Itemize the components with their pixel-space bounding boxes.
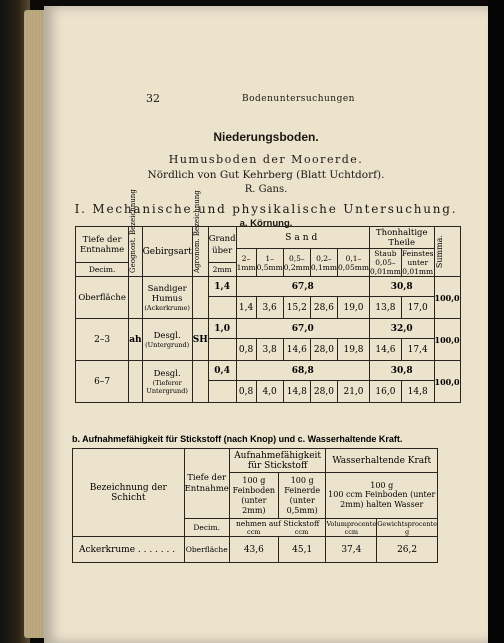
header-bezeichnung: Bezeichnung der Schicht (73, 449, 185, 537)
header-sand: Sand (236, 227, 369, 249)
row3-staub: 16,0 (369, 381, 401, 403)
row2-staub: 14,6 (369, 339, 401, 361)
row1-sand-3: 15,2 (283, 297, 310, 319)
tiefe-unit: Decim. (76, 263, 129, 277)
sand-col-5: 0,1–0,05mm (338, 249, 370, 277)
header-tiefe2: Tiefe der Entnahme (184, 449, 229, 519)
row1-agronom (192, 277, 208, 319)
header-volum: Volumprocente ccm (326, 519, 377, 536)
section2-title: b. Aufnahmefähigkeit für Stickstoff (nach Knop) und c. Wasserhaltende Kraft. (72, 434, 403, 444)
sand-col-4: 0,2–0,1mm (310, 249, 337, 277)
row-tiefe2: Oberfläche (184, 537, 229, 563)
row3-tiefe: 6–7 (76, 361, 129, 403)
row2-sand-total: 67,0 (236, 319, 369, 339)
sand-col-2: 1–0,5mm (256, 249, 283, 277)
row1-sand-1: 1,4 (236, 297, 256, 319)
row2-sand-4: 28,0 (310, 339, 337, 361)
row3-geogn (129, 361, 142, 403)
row1-feinstes: 17,0 (401, 297, 434, 319)
header-agronom: Agronom. Bezeichnung (192, 227, 208, 277)
row1-geogn (129, 277, 142, 319)
header-grand: Grand über (208, 227, 236, 263)
header-gebirgsart: Gebirgsart (142, 227, 192, 277)
header-wasser-sub: 100 g 100 ccm Feinboden (unter 2mm) halten Wasser (326, 473, 438, 519)
row3-agronom (192, 361, 208, 403)
row2-gebirgsart: Desgl. (Untergrund) (142, 319, 192, 361)
row1-grand: 1,4 (208, 277, 236, 297)
row3-feinstes: 14,8 (401, 381, 434, 403)
row-gewichts: 26,2 (377, 537, 438, 563)
header-wasser: Wasserhaltende Kraft (326, 449, 438, 473)
header-wasser-g: 100 g (370, 481, 394, 490)
header-thonhaltige: Thonhaltige Theile (369, 227, 434, 249)
row3-summa: 100,0 (434, 361, 460, 403)
row1-staub: 13,8 (369, 297, 401, 319)
row-volum: 37,4 (326, 537, 377, 563)
section1-title: I. Mechanische und physikalische Untersuchung. (74, 202, 458, 216)
row2-agronom: SH (192, 319, 208, 361)
row3-sand-3: 14,8 (283, 381, 310, 403)
stickstoff-wasser-table (72, 448, 438, 563)
header-gewichts: Gewichtsprocente g (377, 519, 437, 536)
background-right (488, 0, 504, 643)
row3-grand: 0,4 (208, 361, 236, 381)
row2-sand-1: 0,8 (236, 339, 256, 361)
row1-sand-5: 19,0 (338, 297, 370, 319)
row3-sand-1: 0,8 (236, 381, 256, 403)
header-staub: Staub 0,05–0,01mm (369, 249, 401, 276)
page-number: 32 (146, 92, 160, 105)
header-feinstes: Feinstes unter 0,01mm (401, 249, 434, 276)
row1-summa: 100,0 (434, 277, 460, 319)
page-title: Niederungsboden. (213, 130, 319, 144)
ccm-unit-1: ccm (246, 528, 261, 536)
row2-grand: 1,0 (208, 319, 236, 339)
row-feinboden: 43,6 (229, 537, 278, 563)
author: R. Gans. (244, 184, 288, 195)
header-nehmen: nehmen auf Stickstoff ccm ccm (229, 519, 326, 537)
row2-sand-2: 3,8 (256, 339, 283, 361)
row1-sand-2: 3,6 (256, 297, 283, 319)
row2-thon-total: 32,0 (369, 319, 434, 339)
row2-sand-3: 14,6 (283, 339, 310, 361)
sand-col-3: 0,5–0,2mm (283, 249, 310, 277)
header-feinerde: 100 g Feinerde (unter 0,5mm) (278, 473, 326, 519)
row1-thon-total: 30,8 (369, 277, 434, 297)
row3-sand-2: 4,0 (256, 381, 283, 403)
row3-sand-total: 68,8 (236, 361, 369, 381)
row3-sand-5: 21,0 (338, 381, 370, 403)
row2-tiefe: 2–3 (76, 319, 129, 361)
row1-gebirgsart: Sandiger Humus (Ackerkrume) (142, 277, 192, 319)
row1-tiefe: Oberfläche (76, 277, 129, 319)
row1-sand-4: 28,6 (310, 297, 337, 319)
running-title: Bodenuntersuchungen (242, 94, 355, 104)
subtitle: Humusboden der Moorerde. (168, 153, 364, 166)
sand-col-1: 2–1mm (236, 249, 256, 277)
row3-gebirgsart: Desgl. (Tieferer Untergrund) (142, 361, 192, 403)
grand-unit: 2mm (208, 263, 236, 277)
row2-geogn: ah (129, 319, 142, 361)
header-summa: Summa. (434, 227, 460, 277)
page-edges (24, 10, 46, 638)
header-tiefe: Tiefe der Entnahme (76, 227, 129, 263)
header-feinboden: 100 g Feinboden (unter 2mm) (229, 473, 278, 519)
section1-subtitle: a. Körnung. (239, 218, 293, 229)
header-aufnahme: Aufnahmefähigkeit für Stickstoff (229, 449, 326, 473)
row-bezeichnung: Ackerkrume . . . . . . . (73, 537, 185, 563)
header-geogn: Geognost. Bezeichnung (129, 227, 142, 277)
location: Nördlich von Gut Kehrberg (Blatt Uchtdorf). (147, 169, 385, 181)
row2-sand-5: 19,8 (338, 339, 370, 361)
row1-sand-total: 67,8 (236, 277, 369, 297)
row3-sand-4: 28,0 (310, 381, 337, 403)
row2-summa: 100,0 (434, 319, 460, 361)
row3-thon-total: 30,8 (369, 361, 434, 381)
tiefe2-unit: Decim. (184, 519, 229, 537)
ccm-unit-2: ccm (294, 528, 309, 536)
row-feinerde: 45,1 (278, 537, 326, 563)
row2-feinstes: 17,4 (401, 339, 434, 361)
